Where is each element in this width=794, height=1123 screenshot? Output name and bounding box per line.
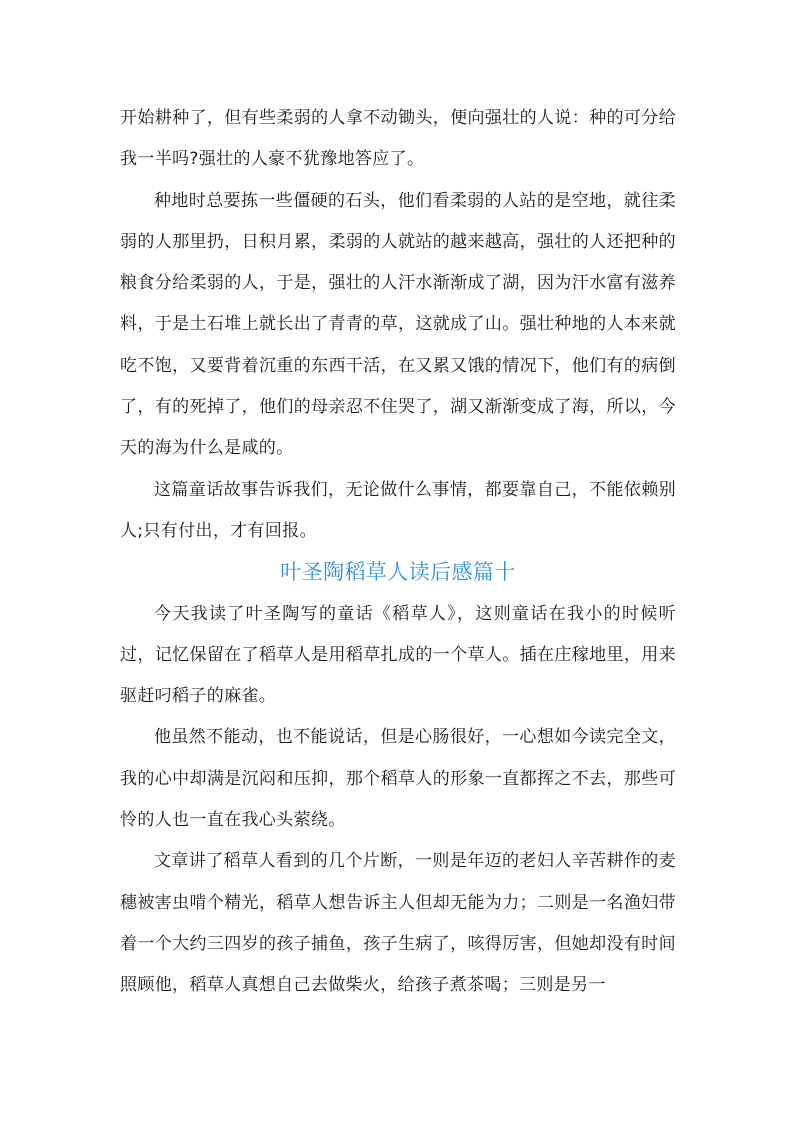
paragraph-1: 开始耕种了，但有些柔弱的人拿不动锄头，便向强壮的人说：种的可分给我一半吗?强壮的人豪不犹豫地答应了。	[120, 108, 676, 170]
section-heading: 叶圣陶稻草人读后感篇十	[280, 560, 516, 585]
paragraph-3: 这篇童话故事告诉我们，无论做什么事情，都要靠自己，不能依赖别人;只有付出，才有回报。	[120, 479, 676, 541]
paragraph-4: 今天我读了叶圣陶写的童话《稻草人》，这则童话在我小的时候听过，记忆保留在了稻草人是用稻草扎成的一个草人。插在庄稼地里，用来驱赶叼稻子的麻雀。	[120, 603, 676, 707]
document-body	[120, 98, 676, 1007]
paragraph-6: 文章讲了稻草人看到的几个片断，一则是年迈的老妇人辛苦耕作的麦穗被害虫啃个精光，稻草人想告诉主人但却无能为力；二则是一名渔妇带着一个大约三四岁的孩子捕鱼，孩子生病了，咳得厉害，但她却没有时间照顾他，稻草人真想自己去做柴火，给孩子煮茶喝；三则是另一	[120, 851, 676, 996]
paragraph-5: 他虽然不能动，也不能说话，但是心肠很好，一心想如今读完全文，我的心中却满是沉闷和压抑，那个稻草人的形象一直都挥之不去，那些可怜的人也一直在我心头萦绕。	[120, 727, 676, 831]
paragraph-2: 种地时总要拣一些僵硬的石头，他们看柔弱的人站的是空地，就往柔弱的人那里扔，日积月累，柔弱的人就站的越来越高，强壮的人还把种的粮食分给柔弱的人，于是，强壮的人汗水渐渐成了湖，因为汗水富有滋养料，于是土石堆上就长出了青青的草，这就成了山。强壮种地的人本来就吃不饱，又要背着沉重的东西干活，在又累又饿的情况下，他们有的病倒了，有的死掉了，他们的母亲忍不住哭了，湖又渐渐变成了海，所以，今天的海为什么是咸的。	[120, 190, 676, 459]
